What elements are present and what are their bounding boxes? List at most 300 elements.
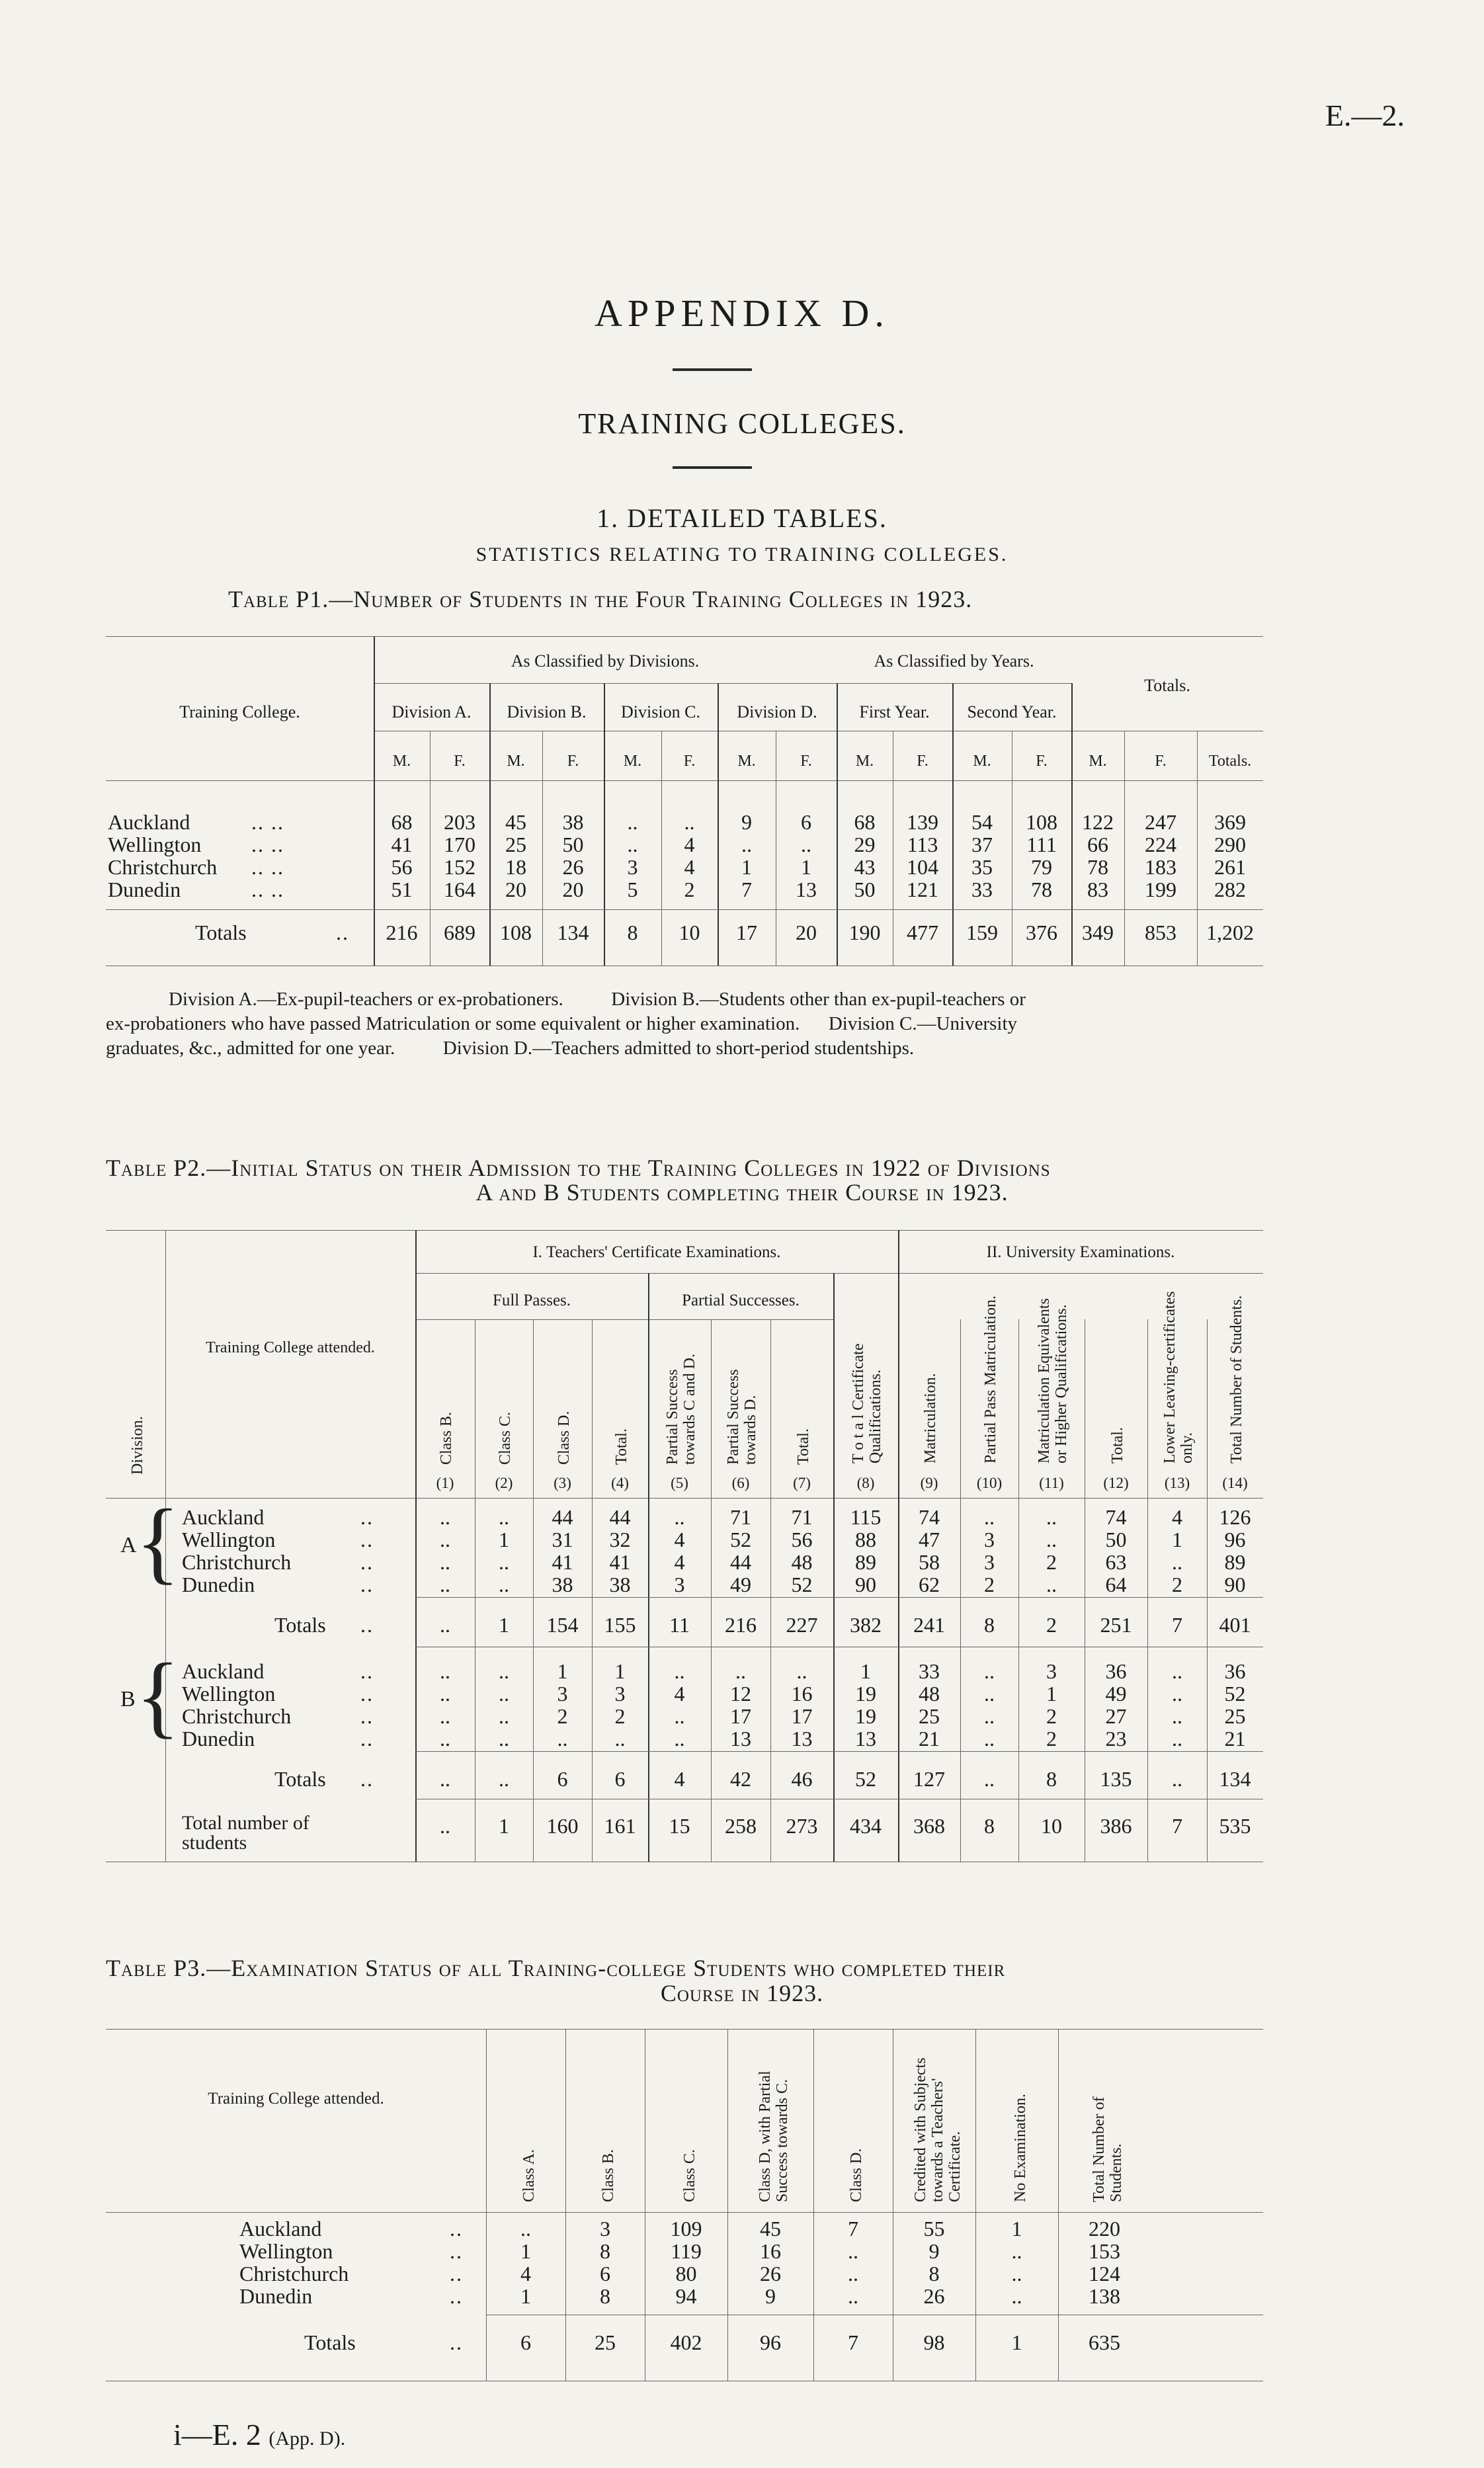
p2-row-label: Dunedin bbox=[182, 1727, 255, 1750]
p2-cell: .. bbox=[557, 1727, 568, 1750]
p3-total-cell: 96 bbox=[760, 2330, 781, 2354]
p1-row-label: Christchurch bbox=[108, 855, 218, 879]
p2-grand-cell: 273 bbox=[786, 1814, 818, 1838]
p1-head-training-college: Training College. bbox=[179, 702, 300, 721]
p2-cell: .. bbox=[499, 1550, 509, 1574]
p3-cell: 8 bbox=[600, 2239, 610, 2263]
p3-divider bbox=[727, 2029, 728, 2381]
p2-cell: 25 bbox=[1224, 1704, 1246, 1728]
p2-leader-dots: .. bbox=[360, 1704, 374, 1728]
p2-col-number: (3) bbox=[554, 1475, 571, 1491]
p1-cell: 68 bbox=[391, 810, 413, 834]
p2-cell: 1 bbox=[1172, 1528, 1182, 1551]
p2-cell: .. bbox=[674, 1505, 685, 1529]
p2-col-number: (9) bbox=[920, 1475, 938, 1491]
p2-total-cell: 401 bbox=[1219, 1613, 1251, 1637]
p3-cell: .. bbox=[848, 2239, 858, 2263]
p1-cell: 108 bbox=[1026, 810, 1057, 834]
p2-cell: 27 bbox=[1105, 1704, 1127, 1728]
p2-cell: 74 bbox=[919, 1505, 940, 1529]
p1-cell: 2 bbox=[684, 878, 695, 901]
p3-cell: 8 bbox=[600, 2284, 610, 2308]
p3-cell: 1 bbox=[520, 2239, 531, 2263]
p1-cell: 78 bbox=[1087, 855, 1108, 879]
p1-cell: 247 bbox=[1145, 810, 1176, 834]
p2-cell: .. bbox=[499, 1659, 509, 1683]
p2-total-cell: .. bbox=[499, 1767, 509, 1791]
p3-row-label: Auckland bbox=[239, 2217, 322, 2241]
subsection-title: 1. DETAILED TABLES. bbox=[597, 503, 887, 533]
p1-cell: 50 bbox=[562, 833, 584, 856]
p1-total-cell: 159 bbox=[966, 921, 998, 944]
p2-cell: .. bbox=[984, 1704, 995, 1728]
p2-cell: 4 bbox=[1172, 1505, 1182, 1529]
p2-cell: 47 bbox=[919, 1528, 940, 1551]
p2-total-cell: 134 bbox=[1219, 1767, 1251, 1791]
p2-cell: .. bbox=[499, 1505, 509, 1529]
p2-cell: 71 bbox=[730, 1505, 751, 1529]
p2-row-label: Wellington bbox=[182, 1682, 276, 1706]
p3-head-training-college: Training College attended. bbox=[208, 2090, 384, 2108]
p1-mf-head: F. bbox=[454, 753, 466, 770]
p3-row-label: Christchurch bbox=[239, 2262, 349, 2285]
p3-cell: 153 bbox=[1089, 2239, 1120, 2263]
p2-cell: 1 bbox=[860, 1659, 871, 1683]
p2-cell: 126 bbox=[1219, 1505, 1251, 1529]
p1-cell: 33 bbox=[971, 878, 993, 901]
p2-cell: 56 bbox=[791, 1528, 813, 1551]
p2-total-cell: .. bbox=[440, 1613, 450, 1637]
p2-cell: 17 bbox=[730, 1704, 751, 1728]
p2-cell: 1 bbox=[614, 1659, 626, 1683]
p2-cell: .. bbox=[440, 1505, 450, 1529]
p1-cell: 41 bbox=[391, 833, 413, 856]
p1-total-cell: 376 bbox=[1026, 921, 1057, 944]
p2-row-label: Wellington bbox=[182, 1528, 276, 1551]
p1-cell: 224 bbox=[1145, 833, 1176, 856]
p1-cell: .. bbox=[627, 810, 638, 834]
p3-cell: 45 bbox=[760, 2217, 781, 2241]
p2-brace-a: { bbox=[136, 1491, 181, 1593]
p3-cell: .. bbox=[848, 2262, 858, 2285]
p1-mf-head: M. bbox=[623, 753, 642, 770]
p3-divider bbox=[813, 2029, 814, 2381]
p2-cell: 32 bbox=[609, 1528, 631, 1551]
statistics-title: STATISTICS RELATING TO TRAINING COLLEGES. bbox=[475, 544, 1009, 565]
p3-leader-dots: .. bbox=[450, 2239, 463, 2263]
p1-cell: 122 bbox=[1082, 810, 1114, 834]
p1-row-label: Dunedin bbox=[108, 878, 181, 901]
p3-total-cell: 25 bbox=[595, 2330, 616, 2354]
p2-leader-dots: .. bbox=[360, 1682, 374, 1706]
p2-grand-cell: 161 bbox=[604, 1814, 636, 1838]
p2-cell: 1 bbox=[499, 1528, 509, 1551]
p2-total-cell: .. bbox=[440, 1767, 450, 1791]
p1-cell: 13 bbox=[796, 878, 817, 901]
p3-cell: 109 bbox=[670, 2217, 702, 2241]
p2-grand-cell: 386 bbox=[1100, 1814, 1132, 1838]
p2-cell: 115 bbox=[850, 1505, 882, 1529]
p2-total-cell: 4 bbox=[674, 1767, 685, 1791]
p1-cell: 164 bbox=[444, 878, 475, 901]
table-p3-caption-line-1: Table P3.—Examination Status of all Training-college Students who completed their bbox=[106, 1955, 1006, 1981]
p2-cell: 16 bbox=[791, 1682, 813, 1706]
p1-total-cell: 20 bbox=[796, 921, 817, 944]
page-reference: E.—2. bbox=[1325, 99, 1405, 132]
p2-cell: .. bbox=[674, 1727, 685, 1750]
p2-col-number: (1) bbox=[436, 1475, 454, 1491]
p2-cell: 44 bbox=[730, 1550, 751, 1574]
p1-cell: 5 bbox=[627, 878, 638, 901]
p3-col-head: Credited with Subjects towards a Teachers' Certificate. bbox=[911, 2057, 964, 2202]
page-footer bbox=[173, 2417, 345, 2452]
p2-head-division: Division. bbox=[129, 1416, 146, 1475]
p2-cell: .. bbox=[440, 1704, 450, 1728]
p3-cell: 1 bbox=[520, 2284, 531, 2308]
p3-cell: .. bbox=[1011, 2284, 1022, 2308]
p2-total-cell: 2 bbox=[1046, 1613, 1057, 1637]
p2-head-partial: Partial Successes. bbox=[682, 1292, 800, 1309]
p1-cell: 1 bbox=[801, 855, 811, 879]
p2-cell: .. bbox=[1172, 1704, 1182, 1728]
p3-total-cell: 635 bbox=[1089, 2330, 1120, 2354]
p2-cell: 19 bbox=[855, 1704, 876, 1728]
p2-head-full-passes: Full Passes. bbox=[492, 1292, 571, 1309]
p1-cell: 54 bbox=[971, 810, 993, 834]
p2-cell: 2 bbox=[557, 1704, 568, 1728]
p3-cell: 3 bbox=[600, 2217, 610, 2241]
p1-row-label: Wellington bbox=[108, 833, 202, 856]
p2-cell: 38 bbox=[552, 1573, 573, 1596]
p1-total-cell: 477 bbox=[907, 921, 938, 944]
p2-cell: 74 bbox=[1105, 1505, 1127, 1529]
p1-total-cell: 689 bbox=[444, 921, 475, 944]
p2-total-cell: 1 bbox=[499, 1613, 509, 1637]
p2-cell: .. bbox=[1172, 1550, 1182, 1574]
p1-subhead: First Year. bbox=[859, 702, 930, 721]
p3-col-head: Class C. bbox=[680, 2149, 698, 2202]
p2-cell: 3 bbox=[674, 1573, 685, 1596]
p2-grand-cell: 10 bbox=[1041, 1814, 1062, 1838]
section-title: TRAINING COLLEGES. bbox=[578, 407, 906, 440]
p2-cell: .. bbox=[499, 1704, 509, 1728]
p2-totals-a-label: Totals bbox=[274, 1613, 326, 1637]
p1-cell: 29 bbox=[854, 833, 876, 856]
p3-cell: 138 bbox=[1089, 2284, 1120, 2308]
p1-subhead: Division D. bbox=[737, 702, 817, 721]
p3-total-cell: 98 bbox=[923, 2330, 945, 2354]
p2-cell: .. bbox=[984, 1659, 995, 1683]
table-p2-caption-line-1: Table P2.—Initial Status on their Admission to the Training Colleges in 1922 of Divisions bbox=[106, 1155, 1051, 1181]
p2-cell: 2 bbox=[1046, 1727, 1057, 1750]
p1-totals-label: Totals bbox=[195, 921, 247, 944]
p3-cell: 9 bbox=[928, 2239, 940, 2263]
p2-col-number: (6) bbox=[731, 1475, 750, 1491]
p2-col-number: (8) bbox=[856, 1475, 875, 1491]
p1-cell: 45 bbox=[505, 810, 526, 834]
p2-cell: .. bbox=[984, 1682, 995, 1706]
p3-cell: 80 bbox=[675, 2262, 697, 2285]
p3-cell: 1 bbox=[1011, 2217, 1022, 2241]
p2-row-label: Christchurch bbox=[182, 1550, 292, 1574]
p2-grand-cell: 160 bbox=[546, 1814, 579, 1838]
p2-cell: 50 bbox=[1105, 1528, 1127, 1551]
p2-row-label: Auckland bbox=[182, 1659, 265, 1683]
p2-cell: 13 bbox=[730, 1727, 751, 1750]
p1-mf-head: F. bbox=[1155, 753, 1167, 770]
p2-leader-dots: .. bbox=[360, 1505, 374, 1529]
p2-cell: .. bbox=[614, 1727, 626, 1750]
p2-cell: 1 bbox=[557, 1659, 568, 1683]
p2-cell: 52 bbox=[791, 1573, 813, 1596]
p2-cell: 41 bbox=[552, 1550, 573, 1574]
p2-cell: .. bbox=[440, 1659, 450, 1683]
p2-cell: .. bbox=[1046, 1505, 1057, 1529]
p1-cell: 111 bbox=[1026, 833, 1057, 856]
p2-cell: 3 bbox=[984, 1550, 995, 1574]
p3-col-head: Class D. bbox=[848, 2148, 865, 2202]
p1-mf-head: F. bbox=[567, 753, 579, 770]
p2-cell: 58 bbox=[919, 1550, 940, 1574]
p2-cell: .. bbox=[499, 1727, 509, 1750]
p2-total-cell: 8 bbox=[984, 1613, 995, 1637]
p3-header-bottom-rule bbox=[106, 2212, 1263, 2213]
p2-row-label: Christchurch bbox=[182, 1704, 292, 1728]
p2-leader-dots: .. bbox=[360, 1550, 374, 1574]
p2-cell: .. bbox=[1172, 1682, 1182, 1706]
p3-col-head: Class B. bbox=[600, 2149, 617, 2202]
p2-cell: .. bbox=[735, 1659, 746, 1683]
p2-cell: 13 bbox=[791, 1727, 813, 1750]
p2-col-number: (5) bbox=[671, 1475, 688, 1491]
p1-mf-head: M. bbox=[973, 753, 991, 770]
p3-leader-dots: .. bbox=[450, 2217, 463, 2241]
p3-cell: 55 bbox=[923, 2217, 945, 2241]
p2-total-cell: 155 bbox=[604, 1613, 636, 1637]
p2-totals-b-label: Totals bbox=[274, 1767, 326, 1791]
p1-cell: 121 bbox=[907, 878, 938, 901]
p3-divider bbox=[975, 2029, 976, 2381]
p1-cell: 18 bbox=[505, 855, 526, 879]
p2-cell: 52 bbox=[1224, 1682, 1246, 1706]
p1-total-cell: 349 bbox=[1082, 921, 1114, 944]
p2-cell: 88 bbox=[855, 1528, 876, 1551]
p1-cell: 3 bbox=[627, 855, 638, 879]
p2-total-cell: 382 bbox=[850, 1613, 882, 1637]
p2-col-head: Class D. bbox=[555, 1411, 573, 1465]
p1-cell: 1 bbox=[741, 855, 752, 879]
p1-head-divisions: As Classified by Divisions. bbox=[511, 651, 700, 671]
p1-leader-dots: .. .. bbox=[251, 855, 284, 879]
p3-row-label: Wellington bbox=[239, 2239, 333, 2263]
p2-cell: 23 bbox=[1105, 1727, 1127, 1750]
p1-cell: 7 bbox=[741, 878, 752, 901]
p1-cell: 152 bbox=[444, 855, 475, 879]
p2-grand-label: Total number of students bbox=[182, 1812, 309, 1854]
p1-total-cell: 134 bbox=[557, 921, 589, 944]
p3-divider bbox=[565, 2029, 566, 2381]
p2-division-label-a: A bbox=[120, 1533, 137, 1557]
p1-note-line-2: ex-probationers who have passed Matriculation or some equivalent or higher examination. Division C.—University bbox=[106, 1013, 1017, 1034]
p2-cell: 96 bbox=[1224, 1528, 1246, 1551]
p2-total-cell: 216 bbox=[725, 1613, 757, 1637]
p3-col-head: No Examination. bbox=[1011, 2094, 1029, 2202]
p2-cell: 19 bbox=[855, 1682, 876, 1706]
p2-col-head: Partial Success towards C and D. bbox=[663, 1354, 698, 1465]
p1-mf-head: F. bbox=[917, 753, 928, 770]
p2-grand-cell: 8 bbox=[984, 1814, 995, 1838]
p2-cell: 48 bbox=[791, 1550, 813, 1574]
p2-cell: .. bbox=[440, 1550, 450, 1574]
p2-cell: 21 bbox=[1224, 1727, 1246, 1750]
p1-total-cell: 1,202 bbox=[1206, 921, 1254, 944]
p2-cell: 4 bbox=[674, 1528, 685, 1551]
p1-mf-head: M. bbox=[737, 753, 756, 770]
p1-mf-head: Totals. bbox=[1208, 753, 1252, 770]
p1-cell: .. bbox=[684, 810, 695, 834]
p2-grand-cell: 15 bbox=[669, 1814, 690, 1838]
p2-leader-dots: .. bbox=[360, 1573, 374, 1596]
p1-note-line-3: graduates, &c., admitted for one year. Division D.—Teachers admitted to short-period studentships. bbox=[106, 1038, 915, 1059]
p1-cell: 66 bbox=[1087, 833, 1108, 856]
p1-total-cell: 8 bbox=[627, 921, 638, 944]
p1-cell: 35 bbox=[971, 855, 993, 879]
p2-head-training-college: Training College attended. bbox=[206, 1339, 375, 1356]
p3-cell: 124 bbox=[1089, 2262, 1120, 2285]
p1-cell: 6 bbox=[801, 810, 811, 834]
p2-cell: 36 bbox=[1224, 1659, 1246, 1683]
p3-cell: 26 bbox=[760, 2262, 781, 2285]
p1-mf-head: F. bbox=[683, 753, 696, 770]
p1-cell: 51 bbox=[391, 878, 413, 901]
p1-total-cell: 17 bbox=[736, 921, 757, 944]
p2-cell: .. bbox=[796, 1659, 807, 1683]
p2-cell: 38 bbox=[609, 1573, 631, 1596]
p2-cell: 21 bbox=[919, 1727, 940, 1750]
p1-mf-head: M. bbox=[392, 753, 411, 770]
p1-leader-dots: .. .. bbox=[251, 810, 284, 834]
p1-cell: 83 bbox=[1087, 878, 1108, 901]
p1-cell: 38 bbox=[562, 810, 584, 834]
p2-leader-dots: .. bbox=[360, 1727, 374, 1750]
p2-row-label: Auckland bbox=[182, 1505, 265, 1529]
p2-col-head: T o t a l Certificate Qualifications. bbox=[850, 1343, 884, 1463]
p2-total-cell: 154 bbox=[546, 1613, 579, 1637]
p1-cell: .. bbox=[627, 833, 638, 856]
p1-cell: 4 bbox=[684, 855, 695, 879]
p2-col-head: Partial Success towards D. bbox=[725, 1369, 759, 1465]
p2-cell: .. bbox=[1172, 1659, 1182, 1683]
p2-cell: 89 bbox=[1224, 1550, 1246, 1574]
p3-cell: 220 bbox=[1089, 2217, 1120, 2241]
p3-totals-label: Totals bbox=[304, 2330, 356, 2354]
p3-cell: 16 bbox=[760, 2239, 781, 2263]
p2-cell: 63 bbox=[1105, 1550, 1127, 1574]
p2-total-cell: 127 bbox=[913, 1767, 945, 1791]
p2-cell: 31 bbox=[552, 1528, 573, 1551]
p2-head-teachers: I. Teachers' Certificate Examinations. bbox=[532, 1243, 781, 1261]
p1-cell: 43 bbox=[854, 855, 876, 879]
p2-grand-cell: 258 bbox=[725, 1814, 757, 1838]
p2-cell: .. bbox=[1046, 1573, 1057, 1596]
p3-total-cell: 1 bbox=[1011, 2330, 1022, 2354]
p1-cell: 50 bbox=[854, 878, 876, 901]
p2-total-cell: 11 bbox=[669, 1613, 690, 1637]
p1-subhead: Division B. bbox=[507, 702, 587, 721]
p2-grand-cell: 535 bbox=[1219, 1814, 1251, 1838]
p2-grand-cell: .. bbox=[440, 1814, 450, 1838]
p1-mf-head: M. bbox=[855, 753, 874, 770]
p1-cell: .. bbox=[801, 833, 811, 856]
p1-cell: .. bbox=[741, 833, 752, 856]
p1-total-cell: 853 bbox=[1145, 921, 1176, 944]
table-p1-caption: Table P1.—Number of Students in the Four Training Colleges in 1923. bbox=[228, 586, 973, 612]
p3-cell: .. bbox=[1011, 2262, 1022, 2285]
p2-grand-cell: 434 bbox=[850, 1814, 882, 1838]
p2-head-university: II. University Examinations. bbox=[986, 1243, 1175, 1261]
p2-cell: 48 bbox=[919, 1682, 940, 1706]
p2-total-cell: 42 bbox=[730, 1767, 751, 1791]
p3-cell: 26 bbox=[923, 2284, 945, 2308]
p3-leader-dots: .. bbox=[450, 2262, 463, 2285]
p2-cell: 25 bbox=[919, 1704, 940, 1728]
p1-cell: 139 bbox=[907, 810, 938, 834]
p2-total-cell: .. bbox=[1172, 1767, 1182, 1791]
p2-cell: 36 bbox=[1105, 1659, 1127, 1683]
p2-cell: 2 bbox=[1172, 1573, 1182, 1596]
p1-head-years: As Classified by Years. bbox=[874, 651, 1034, 671]
p3-col-head: Class A. bbox=[520, 2149, 538, 2202]
p2-cell: .. bbox=[440, 1528, 450, 1551]
p2-grand-cell: 368 bbox=[913, 1814, 945, 1838]
p2-col-head: Class C. bbox=[497, 1411, 514, 1465]
p2-col-head: Matriculation. bbox=[922, 1373, 939, 1463]
p1-subhead: Division A. bbox=[392, 702, 472, 721]
p2-cell: 52 bbox=[730, 1528, 751, 1551]
p3-cell: 9 bbox=[765, 2284, 776, 2308]
p2-col-head: Partial Pass Matriculation. bbox=[982, 1296, 999, 1463]
p1-cell: 26 bbox=[562, 855, 584, 879]
p2-leader-dots: .. bbox=[360, 1528, 374, 1551]
p2-total-cell: 227 bbox=[786, 1613, 818, 1637]
p2-col-number: (10) bbox=[976, 1475, 1003, 1491]
p1-total-cell: 108 bbox=[500, 921, 532, 944]
p2-cell: 62 bbox=[919, 1573, 940, 1596]
p2-total-cell: 52 bbox=[855, 1767, 876, 1791]
p2-cell: .. bbox=[440, 1727, 450, 1750]
p2-cell: 41 bbox=[609, 1550, 631, 1574]
p2-total-cell: 241 bbox=[913, 1613, 945, 1637]
p2-total-cell: 8 bbox=[1046, 1767, 1057, 1791]
p3-leader-dots: .. bbox=[450, 2330, 463, 2354]
p2-cell: 3 bbox=[1046, 1659, 1057, 1683]
p1-total-cell: 216 bbox=[386, 921, 418, 944]
p3-cell: 119 bbox=[671, 2239, 702, 2263]
p2-cell: .. bbox=[674, 1704, 685, 1728]
p1-cell: 183 bbox=[1145, 855, 1176, 879]
p2-total-cell: .. bbox=[984, 1767, 995, 1791]
p1-cell: 20 bbox=[505, 878, 526, 901]
p3-total-cell: 402 bbox=[670, 2330, 702, 2354]
p3-cell: .. bbox=[1011, 2239, 1022, 2263]
p2-col-head: Total. bbox=[612, 1428, 630, 1465]
p1-cell: 282 bbox=[1214, 878, 1246, 901]
p2-cell: .. bbox=[984, 1727, 995, 1750]
p3-divider bbox=[486, 2029, 487, 2381]
p2-leader-dots: .. bbox=[360, 1659, 374, 1683]
footer-ref: i—E. 2 bbox=[173, 2418, 261, 2451]
p2-col-number: (7) bbox=[793, 1475, 811, 1491]
